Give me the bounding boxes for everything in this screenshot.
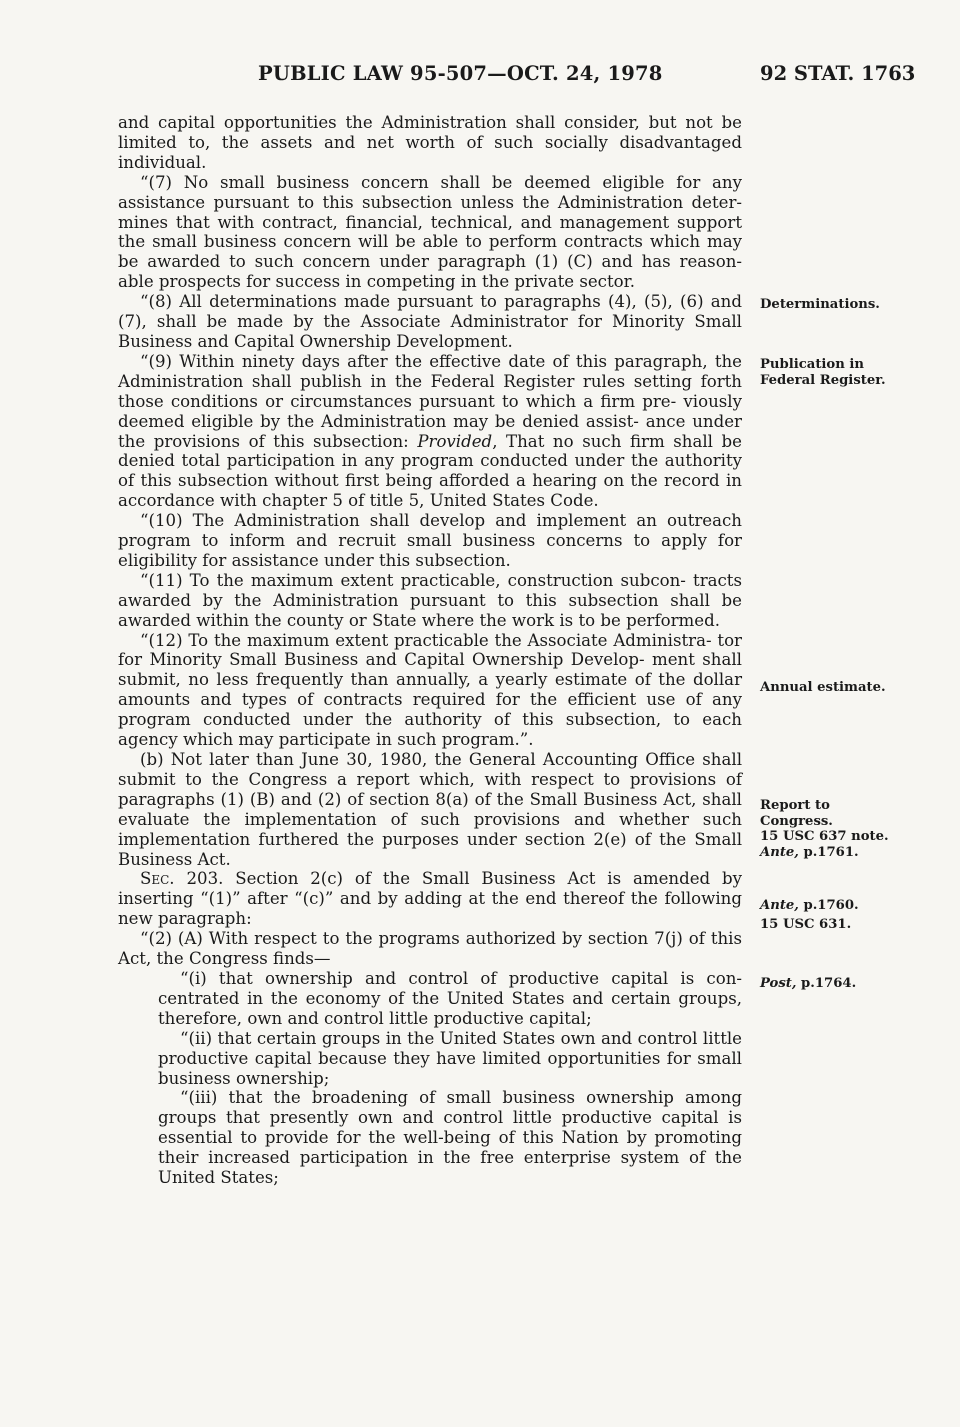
ante-label: Ante,: [760, 898, 799, 913]
ante-page: p.1761.: [798, 844, 859, 860]
margin-note-usc631: 15 USC 631.: [760, 917, 852, 932]
paragraph-continuation: and capital opportunities the Administration shall consider, but not be limited to, the assets and net worth of such socially disadvantaged individual.: [118, 113, 742, 172]
paragraph-9-text-a: “(9) Within ninety days after the effective date of this paragraph, the Administration shall publish in the Federal Register rules setting forth those conditions or circumstances pursuant to which a firm pre- viously deemed eligible by the Administration may be denied assist- ance under the provisions of this subsection:: [118, 351, 742, 451]
post-page: p.1764.: [796, 976, 857, 991]
paragraph-11: “(11) To the maximum extent practicable, construction subcon- tracts awarded by the Administration pursuant to this subsection shall be awarded within the county or State where the work is to be performed.: [118, 570, 742, 630]
paragraph-10: “(10) The Administration shall develop and implement an outreach program to inform and recruit small business concerns to apply for eligibility for assistance under this subsection.: [118, 511, 742, 570]
paragraph-9: [118, 352, 742, 511]
paragraph-7: “(7) No small business concern shall be deemed eligible for any assistance pursuant to this subsection unless the Administration deter- mines that with contract, financial, technical, and management support the small business concern will be able to perform contracts which may be awarded to such concern under paragraph (1) (C) and has reason- able prospects for success in competing in the private sector.: [118, 172, 742, 292]
clause-i: “(i) that ownership and control of productive capital is con- centrated in the economy of the United States and certain groups, therefore, own and control little productive capital;: [158, 968, 742, 1028]
subsection-b: (b) Not later than June 30, 1980, the General Accounting Office shall submit to the Congress a report which, with respect to provisions of paragraphs (1) (B) and (2) of section 8(a) of the Small Business Act, shall evaluate the implementation of such provisions and whether such implementation furthered the purposes under section 2(e) of the Small Business Act.: [118, 750, 742, 869]
margin-note-publication: [760, 357, 886, 388]
margin-note-publication-line2: Federal Register.: [760, 372, 886, 388]
paragraph-8: “(8) All determinations made pursuant to paragraphs (4), (5), (6) and (7), shall be made by the Associate Administrator for Minority Small Business and Capital Ownership Development.: [118, 292, 742, 351]
margin-note-determinations: Determinations.: [760, 297, 880, 312]
margin-note-ante-1760: [760, 898, 859, 914]
section-203-text: 203. Section 2(c) of the Small Business Act is amended by inserting “(1)” after “(c)” and by adding at the end thereof the following new paragraph:: [118, 869, 742, 929]
margin-note-report-line1: Report to: [760, 798, 830, 813]
page-header-stat: 92 STAT. 1763: [760, 62, 916, 85]
paragraph-9-provided: Provided: [417, 431, 493, 451]
paragraph-9-text-b: , That no such firm shall be denied total participation in any program conducted under the authority of this subsection without first being afforded a hearing on the record in accordance with chapter 5 of title 5, United States Code.: [118, 431, 742, 511]
statute-body: [118, 113, 742, 1188]
paragraph-2-a: “(2) (A) With respect to the programs authorized by section 7(j) of this Act, the Congress finds—: [118, 929, 742, 969]
clause-ii: “(ii) that certain groups in the United States own and control little productive capital because they have limited opportunities for small business ownership;: [158, 1028, 742, 1088]
section-label: Sec.: [140, 869, 175, 889]
section-203: [118, 869, 742, 929]
clause-iii: “(iii) that the broadening of small business ownership among groups that presently own and control little productive capital is essential to provide for the well-being of this Nation by promoting their increased participation in the free enterprise system of the United States;: [158, 1088, 742, 1188]
ante-label: Ante,: [760, 844, 799, 860]
ante-page: p.1760.: [798, 898, 859, 913]
margin-note-annual-estimate: Annual estimate.: [760, 680, 886, 695]
page-header-title: PUBLIC LAW 95-507—OCT. 24, 1978: [258, 62, 663, 85]
margin-note-report: [760, 798, 889, 860]
margin-note-usc637: 15 USC 637 note.: [760, 829, 889, 844]
margin-note-publication-line1: Publication in: [760, 357, 864, 372]
paragraph-12: “(12) To the maximum extent practicable the Associate Administra- tor for Minority Small Business and Capital Ownership Develop- ment shall submit, no less frequently than annually, a yearly estimate of the dollar amounts and types of contracts required for the efficient use of any program conducted under the authority of this subsection, to each agency which may participate in such program.”.: [118, 630, 742, 750]
margin-note-ante-1761: [760, 845, 889, 861]
margin-note-report-line2: Congress.: [760, 813, 833, 829]
margin-note-post-1764: [760, 976, 856, 992]
post-label: Post,: [760, 976, 797, 991]
